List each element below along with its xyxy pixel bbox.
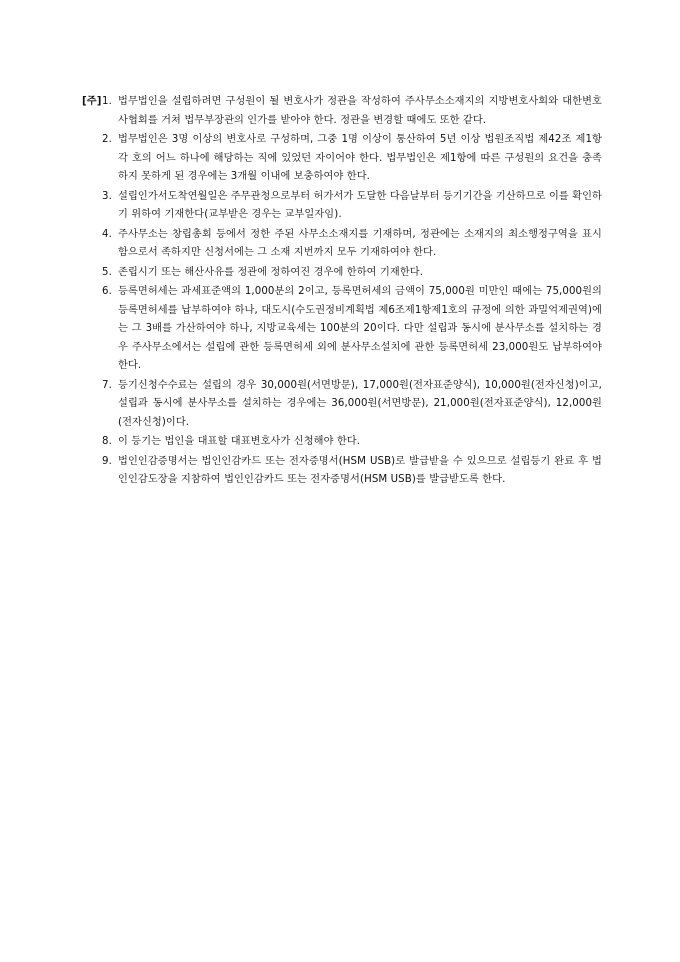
note-item-6 bbox=[82, 283, 602, 376]
notes-tag: [주] bbox=[82, 96, 102, 107]
note-number: 9. bbox=[102, 455, 112, 467]
note-text: 존립시기 또는 해산사유를 정관에 정하여진 경우에 한하여 기재한다. bbox=[118, 266, 424, 278]
note-text: 이 등기는 법인을 대표할 대표변호사가 신청해야 한다. bbox=[118, 436, 361, 447]
note-item-7 bbox=[82, 377, 602, 433]
note-item-5 bbox=[82, 264, 602, 283]
note-item-3 bbox=[82, 188, 602, 225]
note-text: 법무법인을 설립하려면 구성원이 될 변호사가 정관을 작성하여 주사무소소재지의 지방변호사회와 대한변호사협회를 거쳐 법무부장관의 인가를 받아야 한다. 정관을 변경할 때에도 또한 같다. bbox=[118, 96, 602, 126]
note-item-4 bbox=[82, 226, 602, 263]
note-text: 법무법인은 3명 이상의 변호사로 구성하며, 그중 1명 이상이 통산하여 5년 이상 법원조직법 제42조 제1항 각 호의 어느 하나에 해당하는 직에 있었던 자이어야 한다. 법무법인은 제1항에 따른 구성원의 요건을 충족하지 못하게 된 경우에는 3개월 이내에 보충하여야 한다. bbox=[118, 134, 602, 182]
note-number: 4. bbox=[102, 228, 112, 240]
note-text: 법인인감증명서는 법인인감카드 또는 전자증명서(HSM USB)로 발급받을 수 있으므로 설립등기 완료 후 법인인감도장을 지참하여 법인인감카드 또는 전자증명서(HSM USB)를 발급받도록 한다. bbox=[118, 455, 602, 485]
note-text: 등록면허세는 과세표준액의 1,000분의 2이고, 등록면허세의 금액이 75,000원 미만인 때에는 75,000원의 등록면허세를 납부하여야 하나, 대도시(수도권정비계획법 제6조제1항제1호의 규정에 의한 과밀억제권역)에는 그 3배를 가산하여야 하나, 지방교육세는 100분의 20이다. 다만 설립과 동시에 분사무소를 설치하는 경우 주사무소에서는 설립에 관한 등록면허세 외에 분사무소설치에 관한 등록면허세 23,000원도 납부하여야 한다. bbox=[118, 286, 602, 371]
note-item-9 bbox=[82, 453, 602, 490]
notes-section bbox=[82, 93, 602, 491]
note-text: 등기신청수수료는 설립의 경우 30,000원(서면방문), 17,000원(전자표준양식), 10,000원(전자신청)이고, 설립과 동시에 분사무소를 설치하는 경우에는 36,000원(서면방문), 21,000원(전자표준양식), 12,000원(전자신청)이다. bbox=[118, 379, 602, 428]
note-number: 7. bbox=[102, 379, 112, 391]
note-number: 5. bbox=[102, 266, 112, 278]
note-number: 2. bbox=[102, 134, 112, 145]
note-text: 설립인가서도착연월일은 주무관청으로부터 허가서가 도달한 다음날부터 등기기간을 기산하므로 이를 확인하기 위하여 기재한다(교부받은 경우는 교부일자임). bbox=[118, 190, 602, 220]
note-text: 주사무소는 창립총회 등에서 정한 주된 사무소소재지를 기재하며, 정관에는 소재지의 최소행정구역을 표시함으로서 족하지만 신청서에는 그 소재 지번까지 모두 기재하여야 한다. bbox=[118, 228, 602, 258]
note-number: 3. bbox=[102, 190, 112, 202]
note-item-1 bbox=[82, 93, 602, 130]
note-number: 1. bbox=[102, 96, 112, 107]
note-number: 8. bbox=[102, 436, 112, 447]
note-number: 6. bbox=[102, 286, 112, 297]
note-item-2 bbox=[82, 131, 602, 187]
note-item-8 bbox=[82, 433, 602, 452]
